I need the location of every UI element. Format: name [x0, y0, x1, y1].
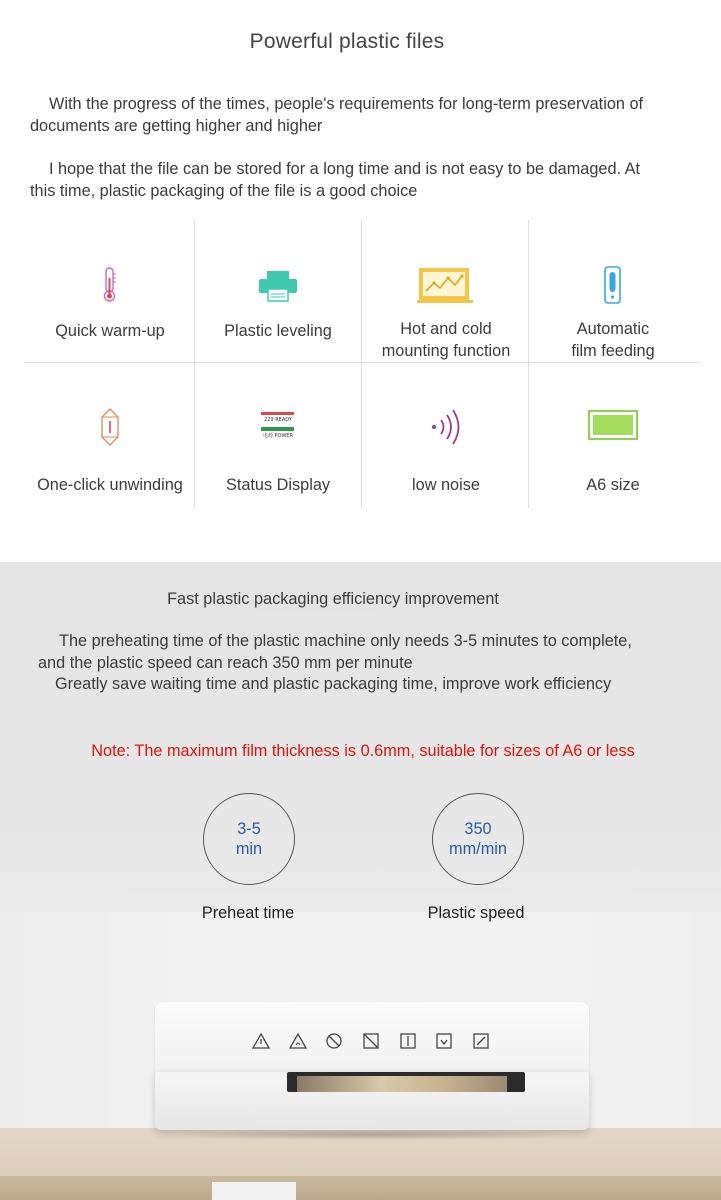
caution-hand-icon — [471, 1032, 491, 1050]
laminator-feed-slot — [287, 1072, 525, 1092]
status-icon-ready-text: 229 READY — [264, 417, 292, 423]
stat-value: 3-5 — [237, 820, 261, 838]
no-hand-icon — [361, 1032, 381, 1050]
preheat-time-stat — [203, 793, 295, 885]
table-edge — [0, 1176, 721, 1200]
heat-warning-icon — [288, 1032, 308, 1050]
warning-triangle-icon — [251, 1032, 271, 1050]
stat-label: Plastic speed — [427, 904, 525, 922]
phone-battery-icon — [529, 266, 697, 304]
feature-one-click-unwinding — [26, 363, 194, 503]
feature-label-line-2: film feeding — [571, 342, 655, 360]
plastic-speed-stat — [432, 793, 524, 885]
section-title: Powerful plastic files — [249, 30, 445, 53]
laminated-document — [297, 1076, 507, 1092]
features-section — [0, 0, 721, 562]
feature-low-noise — [362, 363, 530, 503]
stat-unit: min — [235, 840, 263, 858]
feature-plastic-leveling — [194, 220, 362, 360]
table-leg — [212, 1182, 296, 1200]
laminator-image — [155, 1002, 589, 1130]
feature-label-line-2: mounting function — [381, 342, 511, 360]
status-display-icon — [194, 407, 362, 447]
feature-label: Quick warm-up — [55, 322, 165, 340]
efficiency-paragraph — [38, 631, 688, 696]
monitor-chart-icon — [362, 266, 530, 306]
status-icon-power-text: 电源 POWER — [262, 433, 294, 439]
feed-direction-icon — [434, 1032, 454, 1050]
feature-label: A6 size — [586, 476, 640, 494]
feature-status-display — [194, 363, 362, 503]
intro-paragraph-1-line-1: With the progress of the times, people's requirements for long-term preservation of — [49, 95, 644, 113]
printer-icon — [194, 270, 362, 302]
feature-label: Automatic — [576, 320, 650, 338]
film-thickness-note: Note: The maximum film thickness is 0.6mm, suitable for sizes of A6 or less — [91, 742, 635, 760]
feature-hot-cold-mounting — [362, 220, 530, 360]
a6-rectangle-icon — [529, 409, 697, 441]
efficiency-line-2: and the plastic speed can reach 350 mm per minute — [38, 653, 413, 672]
feature-label: low noise — [412, 476, 480, 494]
stat-label: Preheat time — [201, 904, 295, 922]
laminator-warning-icons — [251, 1032, 491, 1050]
efficiency-line-3: Greatly save waiting time and plastic packaging time, improve work efficiency — [55, 675, 612, 693]
feature-label: Plastic leveling — [224, 322, 332, 340]
efficiency-title: Fast plastic packaging efficiency improvement — [167, 590, 499, 608]
insert-direction-icon — [398, 1032, 418, 1050]
stat-unit: mm/min — [449, 840, 507, 858]
intro-paragraph-2-line-1: I hope that the file can be stored for a long time and is not easy to be damaged. At — [49, 160, 641, 178]
thermometer-icon — [26, 266, 194, 304]
intro-paragraph-2 — [30, 158, 700, 202]
stat-value: 350 — [464, 820, 492, 838]
efficiency-line-1: The preheating time of the plastic machine only needs 3-5 minutes to complete, — [59, 632, 632, 650]
efficiency-section — [0, 562, 721, 1200]
feature-label: Hot and cold — [400, 320, 492, 338]
intro-paragraph-2-line-2: this time, plastic packaging of the file is a good choice — [30, 182, 418, 200]
sound-waves-icon — [362, 407, 530, 447]
feature-quick-warm-up — [26, 220, 194, 360]
feature-grid — [24, 220, 700, 510]
feature-label: One-click unwinding — [37, 476, 183, 494]
no-touch-icon — [324, 1032, 344, 1050]
feature-automatic-film-feeding — [529, 220, 697, 360]
hexagon-pen-icon — [26, 407, 194, 447]
intro-paragraph-1-line-2: documents are getting higher and higher — [30, 117, 323, 135]
printer-shadow — [160, 1130, 584, 1140]
laminator-top — [155, 1002, 589, 1074]
intro-paragraph-1 — [30, 93, 700, 137]
feature-label: Status Display — [225, 476, 331, 494]
feature-a6-size — [529, 363, 697, 503]
